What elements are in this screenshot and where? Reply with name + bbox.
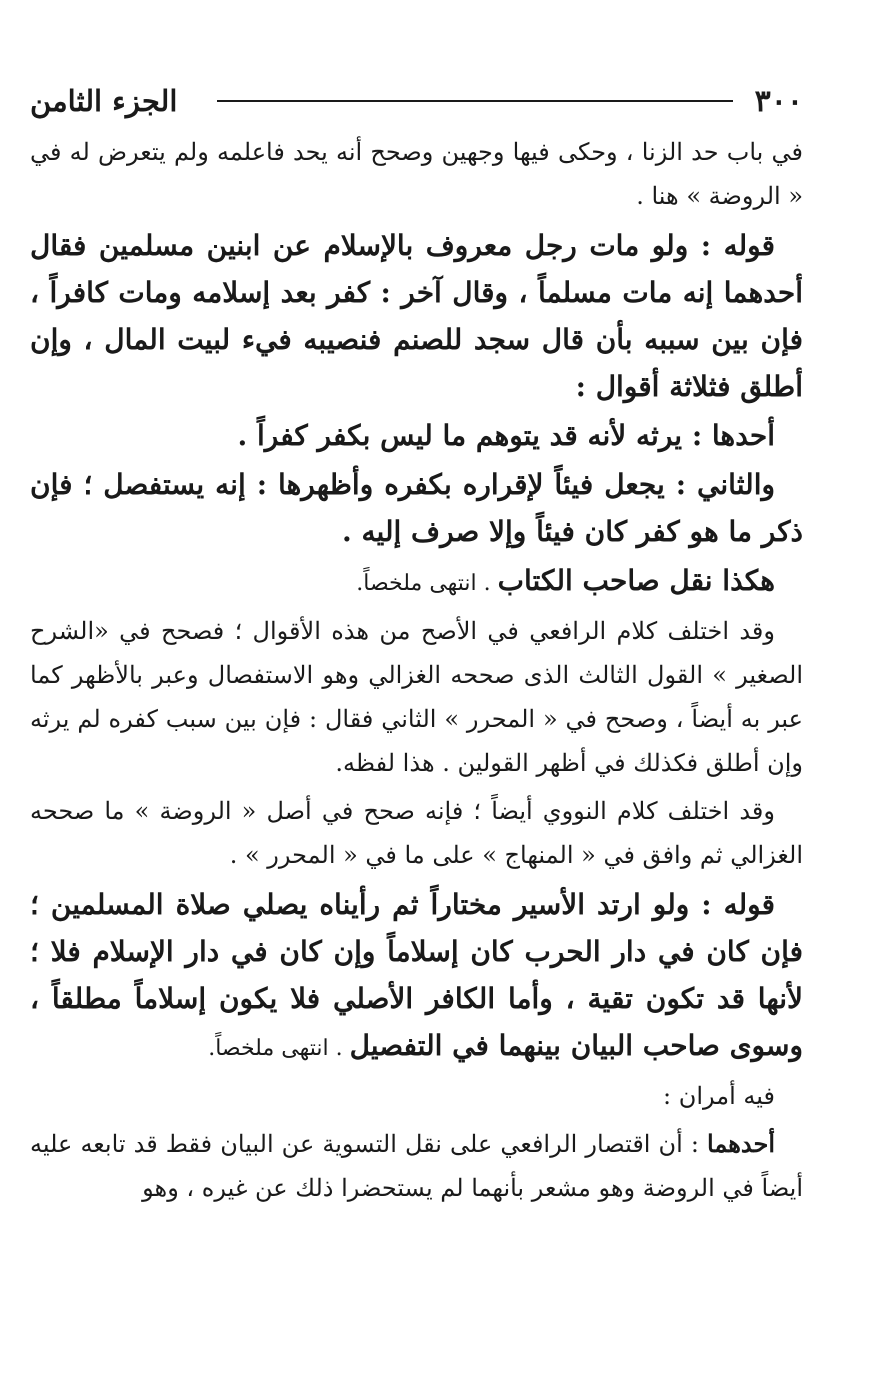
quoted-text-inheritance: قوله : ولو مات رجل معروف بالإسلام عن ابنين مسلمين فقال أحدهما إنه مات مسلماً ، وقال آخر : كفر بعد إسلامه ومات كافراً ، فإن بين سببه بأن قال سجد للصنم فنصيبه فيء لبيت المال ، وإن أطلق فثلاثة أقوال : (30, 229, 803, 403)
attribution-tail: . انتهى ملخصاً. (356, 571, 498, 596)
commentary-nawawi: وقد اختلف كلام النووي أيضاً ؛ فإنه صحح في أصل « الروضة » ما صححه الغزالي ثم وافق في « المنهاج » على ما في « المحرر » . (30, 797, 803, 869)
page-number: ٣٠٠ (754, 83, 803, 119)
quoted-text-captive (30, 881, 803, 1072)
first-matter-lead: أحدهما (707, 1129, 775, 1158)
body-text (30, 130, 803, 1210)
volume-title: الجزء الثامن (30, 84, 178, 118)
captive-tail: . انتهى ملخصاً. (208, 1036, 350, 1061)
attribution-quote: هكذا نقل صاحب الكتاب (497, 564, 775, 597)
first-matter-text: : أن اقتصار الرافعي على نقل التسوية عن البيان فقط قد تابعه عليه أيضاً في الروضة وهو مشعر بأنهما لم يستحضرا ذلك عن غيره ، وهو (30, 1130, 803, 1202)
commentary-first-matter (30, 1122, 803, 1210)
quoted-text-attribution (30, 557, 803, 607)
quoted-text-first-opinion: أحدها : يرثه لأنه قد يتوهم ما ليس بكفر كفراً . (237, 419, 775, 452)
commentary-two-matters: فيه أمران : (663, 1082, 775, 1110)
commentary-rafii: وقد اختلف كلام الرافعي في الأصح من هذه الأقوال ؛ فصحح في «الشرح الصغير » القول الثالث الذى صححه الغزالي وهو الاستفصال وعبر بالأظهر كما عبر به أيضاً ، وصحح في « المحرر » الثاني فقال : فإن بين سبب كفره لم يرثه وإن أطلق فكذلك في أظهر القولين . هذا لفظه. (30, 617, 803, 777)
header-rule (217, 100, 732, 102)
captive-quote: قوله : ولو ارتد الأسير مختاراً ثم رأيناه يصلي صلاة المسلمين ؛ فإن كان في دار الحرب كان إسلاماً وإن كان في دار الإسلام فلا ؛ لأنها قد تكون تقية ، وأما الكافر الأصلي فلا يكون إسلاماً مطلقاً ، وسوى صاحب البيان بينهما في التفصيل (30, 888, 803, 1062)
quoted-text-second-opinion: والثاني : يجعل فيئاً لإقراره بكفره وأظهرها : إنه يستفصل ؛ فإن ذكر ما هو كفر كان فيئاً وإلا صرف إليه . (30, 468, 803, 548)
paragraph-continuation: في باب حد الزنا ، وحكى فيها وجهين وصحح أنه يحد فاعلمه ولم يتعرض له في « الروضة » هنا . (30, 138, 803, 210)
running-head (30, 78, 803, 124)
